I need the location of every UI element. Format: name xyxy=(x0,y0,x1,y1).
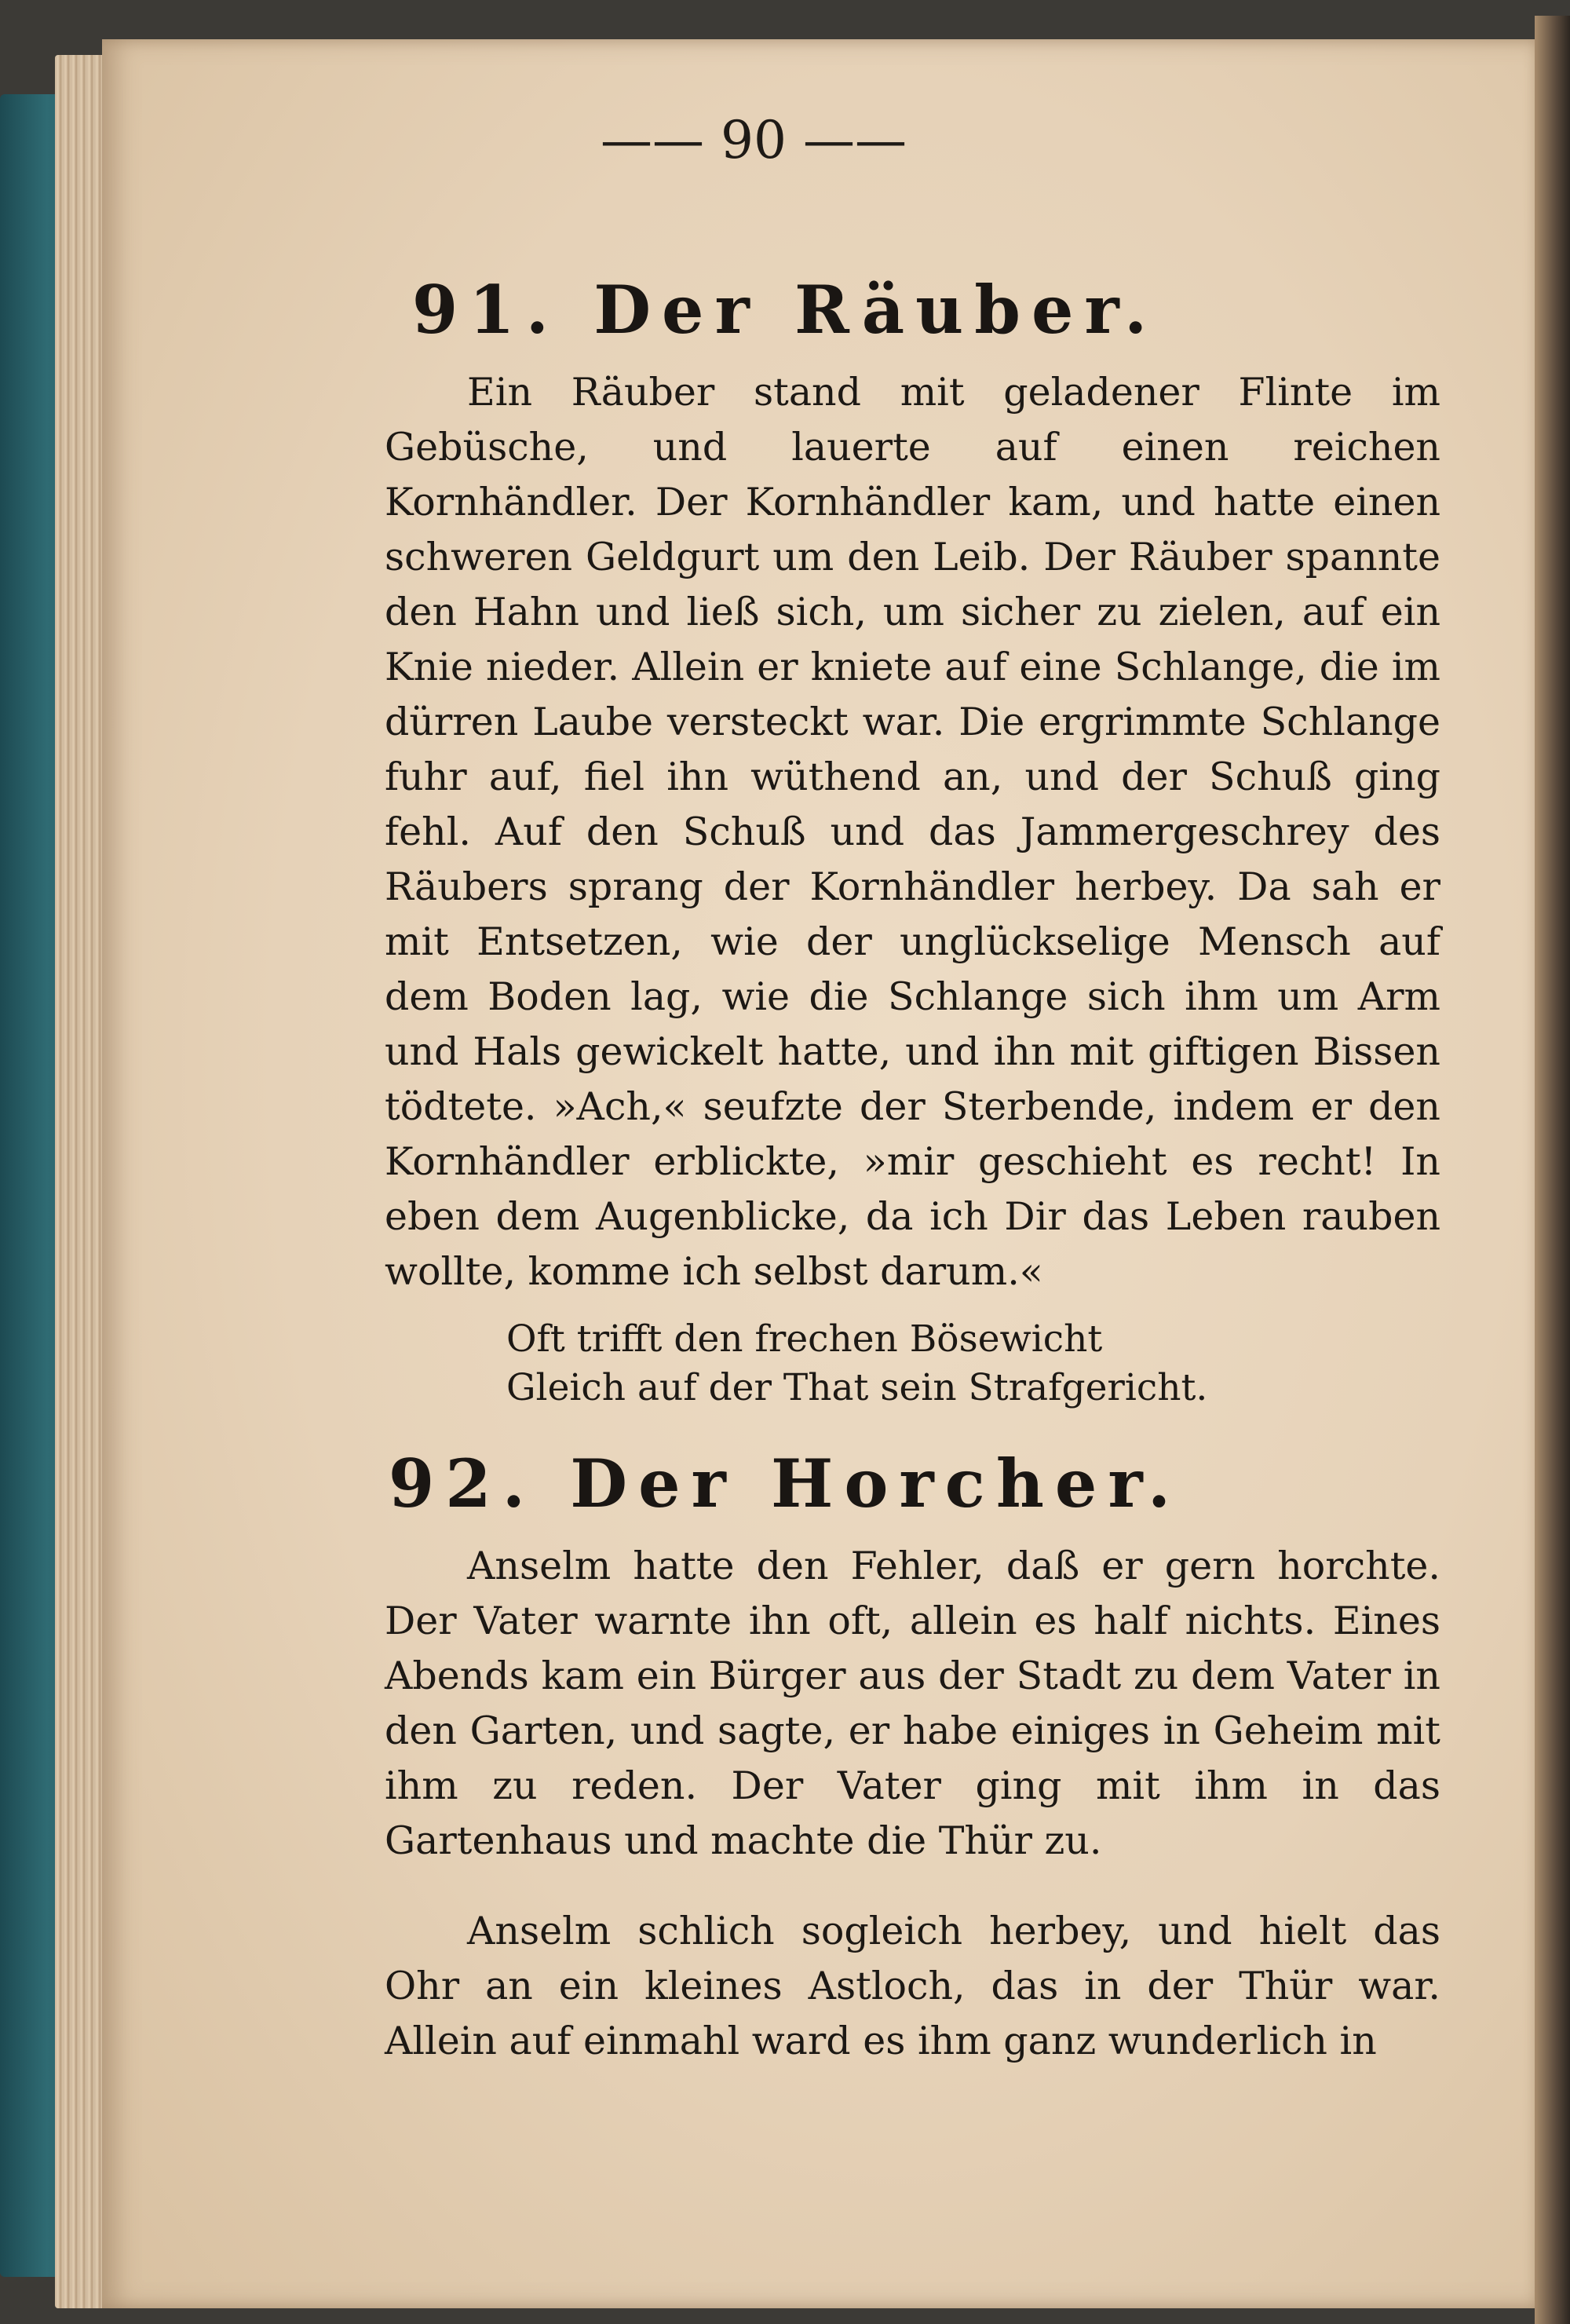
fable-92-paragraph-2: Anselm schlich sogleich herbey, und hielt das Ohr an ein kleines Astloch, das in der Thür war. Allein auf einmahl ward es ihm ganz wunderlich in xyxy=(385,1909,1440,2063)
page-number: —— 90 —— xyxy=(601,110,907,170)
fable-91-moral xyxy=(506,1315,1448,1412)
right-page-edge xyxy=(1535,16,1570,2324)
fable-91-heading: 91. Der Räuber. xyxy=(411,271,1159,349)
fable-91-paragraph: Ein Räuber stand mit geladener Flinte im Gebüsche, und lauerte auf einen reichen Kornhändler. Der Kornhändler kam, und hatte einen schweren Geldgurt um den Leib. Der Räuber spannte den Hahn und ließ sich, um sicher zu zielen, auf ein Knie nieder. Allein er kniete auf eine Schlange, die im dürren Laube versteckt war. Die ergrimmte Schlange fuhr auf, fiel ihn wüthend an, und der Schuß ging fehl. Auf den Schuß und das Jammergeschrey des Räubers sprang der Kornhändler herbey. Da sah er mit Entsetzen, wie der unglückselige Mensch auf dem Boden lag, wie die Schlange sich ihm um Arm und Hals gewickelt hatte, und ihn mit giftigen Bissen tödtete. »Ach,« seufzte der Sterbende, indem er den Kornhändler erblickte, »mir geschieht es recht! In eben dem Augenblicke, da ich Dir das Leben rauben wollte, komme ich selbst darum.« xyxy=(385,370,1440,1294)
fable-92-paragraph-1: Anselm hatte den Fehler, daß er gern horchte. Der Vater warnte ihn oft, allein es half nichts. Eines Abends kam ein Bürger aus der Stadt zu dem Vater in den Garten, und sagte, er habe einiges in Geheim mit ihm zu reden. Der Vater ging mit ihm in das Gartenhaus und machte die Thür zu. xyxy=(385,1544,1440,1863)
moral-line-1: Oft trifft den frechen Bösewicht xyxy=(506,1317,1103,1361)
moral-line-2: Gleich auf der That sein Strafgericht. xyxy=(506,1366,1208,1409)
fable-92-heading: 92. Der Horcher. xyxy=(388,1445,1182,1522)
